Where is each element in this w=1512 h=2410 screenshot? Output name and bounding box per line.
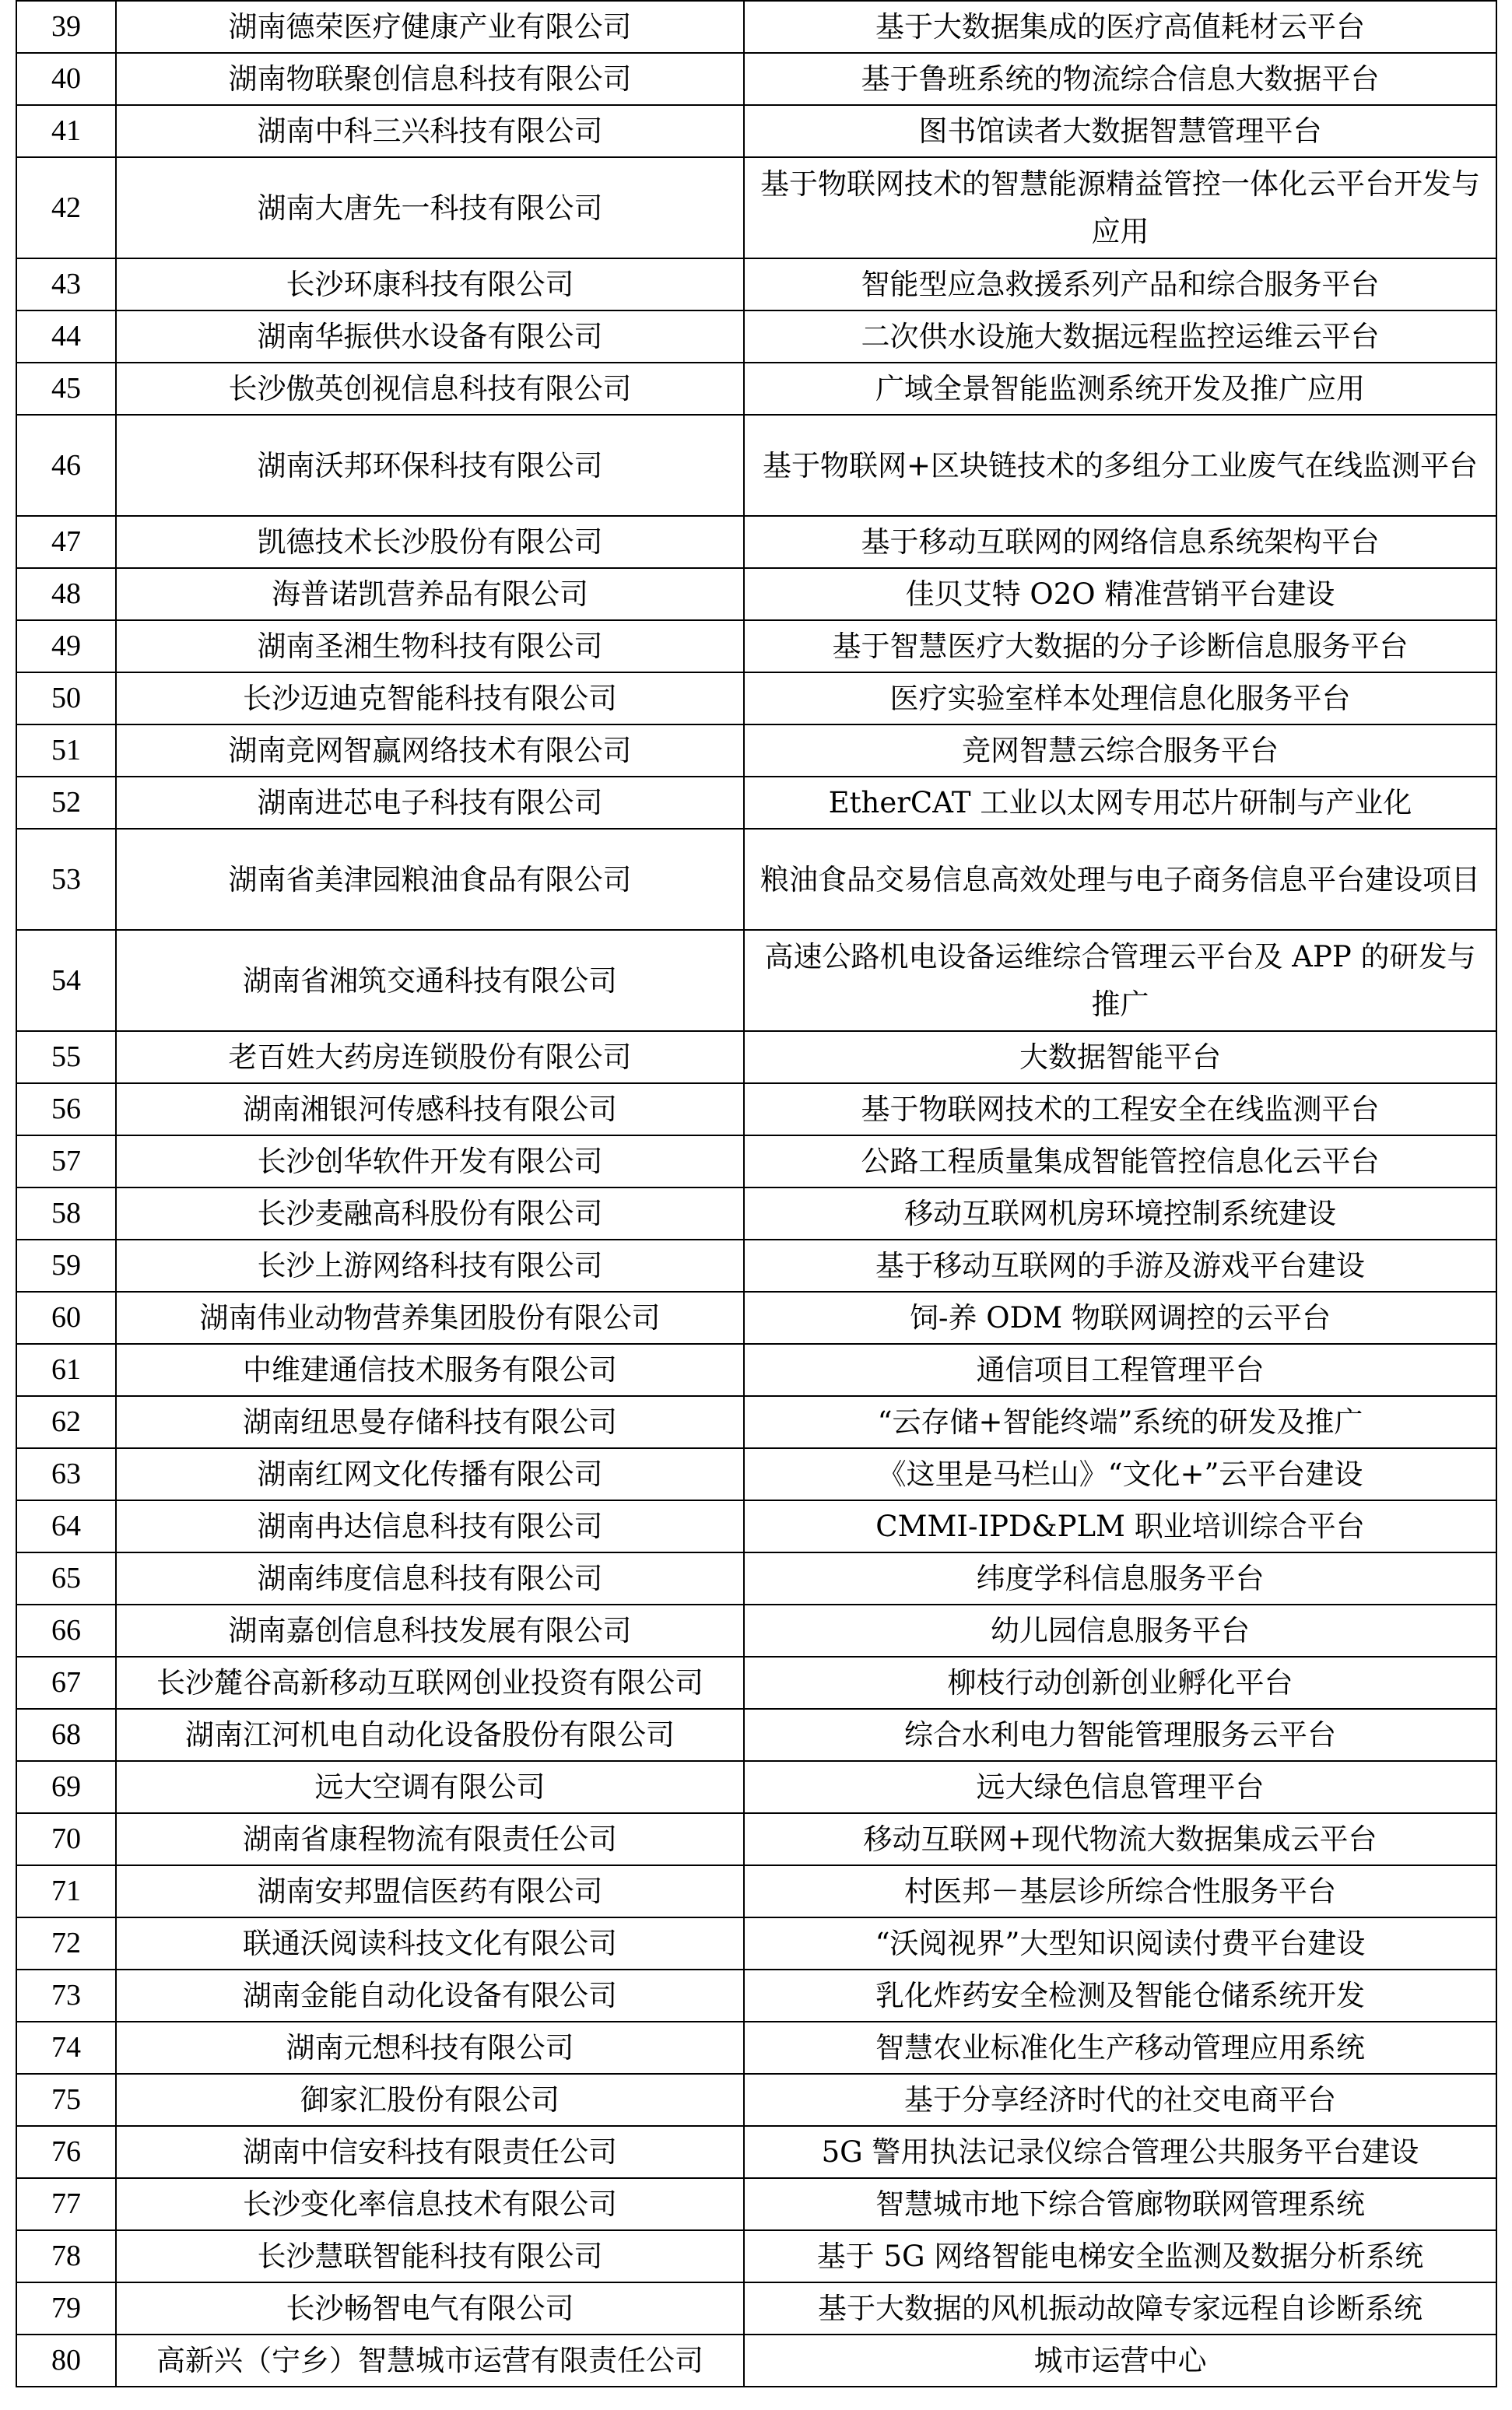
row-number-cell: 45 xyxy=(16,363,116,415)
row-number-cell: 64 xyxy=(16,1500,116,1552)
project-name-cell: “沃阅视界”大型知识阅读付费平台建设 xyxy=(744,1917,1496,1970)
table-row xyxy=(16,672,1496,724)
project-name-cell: 移动互联网机房环境控制系统建设 xyxy=(744,1187,1496,1240)
project-name-cell: 二次供水设施大数据远程监控运维云平台 xyxy=(744,310,1496,363)
project-name-cell: 基于物联网技术的智慧能源精益管控一体化云平台开发与应用 xyxy=(744,157,1496,258)
table-row xyxy=(16,2126,1496,2178)
table-row xyxy=(16,2022,1496,2074)
company-name-cell: 湖南中信安科技有限责任公司 xyxy=(116,2126,744,2178)
project-name-cell: 基于分享经济时代的社交电商平台 xyxy=(744,2074,1496,2126)
row-number-cell: 73 xyxy=(16,1970,116,2022)
row-number-cell: 65 xyxy=(16,1552,116,1605)
company-name-cell: 湖南沃邦环保科技有限公司 xyxy=(116,415,744,516)
table-row xyxy=(16,1917,1496,1970)
row-number-cell: 71 xyxy=(16,1865,116,1917)
row-number-cell: 59 xyxy=(16,1240,116,1292)
project-name-cell: 城市运营中心 xyxy=(744,2335,1496,2387)
row-number-cell: 53 xyxy=(16,829,116,930)
company-name-cell: 凯德技术长沙股份有限公司 xyxy=(116,516,744,568)
table-row xyxy=(16,620,1496,672)
row-number-cell: 44 xyxy=(16,310,116,363)
project-name-cell: 基于移动互联网的网络信息系统架构平台 xyxy=(744,516,1496,568)
table-row xyxy=(16,1605,1496,1657)
project-name-cell: 粮油食品交易信息高效处理与电子商务信息平台建设项目 xyxy=(744,829,1496,930)
project-name-cell: EtherCAT 工业以太网专用芯片研制与产业化 xyxy=(744,777,1496,829)
project-name-cell: “云存储+智能终端”系统的研发及推广 xyxy=(744,1396,1496,1448)
row-number-cell: 47 xyxy=(16,516,116,568)
company-name-cell: 湖南省美津园粮油食品有限公司 xyxy=(116,829,744,930)
company-name-cell: 湖南大唐先一科技有限公司 xyxy=(116,157,744,258)
row-number-cell: 79 xyxy=(16,2282,116,2335)
table-row xyxy=(16,1,1496,53)
table-row xyxy=(16,1031,1496,1083)
table-row xyxy=(16,1135,1496,1187)
project-name-cell: 图书馆读者大数据智慧管理平台 xyxy=(744,105,1496,157)
project-name-cell: 5G 警用执法记录仪综合管理公共服务平台建设 xyxy=(744,2126,1496,2178)
row-number-cell: 63 xyxy=(16,1448,116,1500)
company-name-cell: 湖南省湘筑交通科技有限公司 xyxy=(116,930,744,1031)
company-name-cell: 长沙迈迪克智能科技有限公司 xyxy=(116,672,744,724)
project-name-cell: 智慧城市地下综合管廊物联网管理系统 xyxy=(744,2178,1496,2230)
table-row xyxy=(16,2074,1496,2126)
company-name-cell: 长沙麓谷高新移动互联网创业投资有限公司 xyxy=(116,1657,744,1709)
company-name-cell: 湖南进芯电子科技有限公司 xyxy=(116,777,744,829)
table-row xyxy=(16,1240,1496,1292)
project-name-cell: 乳化炸药安全检测及智能仓储系统开发 xyxy=(744,1970,1496,2022)
table-row xyxy=(16,157,1496,258)
row-number-cell: 70 xyxy=(16,1813,116,1865)
company-name-cell: 湖南纽思曼存储科技有限公司 xyxy=(116,1396,744,1448)
project-name-cell: 基于大数据集成的医疗高值耗材云平台 xyxy=(744,1,1496,53)
company-name-cell: 湖南华振供水设备有限公司 xyxy=(116,310,744,363)
table-row xyxy=(16,1761,1496,1813)
table-row xyxy=(16,1709,1496,1761)
table-row xyxy=(16,1500,1496,1552)
project-name-cell: 大数据智能平台 xyxy=(744,1031,1496,1083)
row-number-cell: 74 xyxy=(16,2022,116,2074)
table-row xyxy=(16,568,1496,620)
row-number-cell: 80 xyxy=(16,2335,116,2387)
company-name-cell: 高新兴（宁乡）智慧城市运营有限责任公司 xyxy=(116,2335,744,2387)
table-row xyxy=(16,1448,1496,1500)
project-name-cell: 饲-养 ODM 物联网调控的云平台 xyxy=(744,1292,1496,1344)
company-name-cell: 湖南安邦盟信医药有限公司 xyxy=(116,1865,744,1917)
row-number-cell: 54 xyxy=(16,930,116,1031)
project-name-cell: 高速公路机电设备运维综合管理云平台及 APP 的研发与推广 xyxy=(744,930,1496,1031)
row-number-cell: 55 xyxy=(16,1031,116,1083)
project-name-cell: 基于鲁班系统的物流综合信息大数据平台 xyxy=(744,53,1496,105)
row-number-cell: 76 xyxy=(16,2126,116,2178)
company-name-cell: 湖南伟业动物营养集团股份有限公司 xyxy=(116,1292,744,1344)
row-number-cell: 40 xyxy=(16,53,116,105)
table-row xyxy=(16,930,1496,1031)
table-row xyxy=(16,258,1496,310)
company-name-cell: 中维建通信技术服务有限公司 xyxy=(116,1344,744,1396)
company-name-cell: 长沙环康科技有限公司 xyxy=(116,258,744,310)
table-row xyxy=(16,53,1496,105)
table-row xyxy=(16,2282,1496,2335)
row-number-cell: 56 xyxy=(16,1083,116,1135)
table-row xyxy=(16,1083,1496,1135)
row-number-cell: 67 xyxy=(16,1657,116,1709)
table-row xyxy=(16,415,1496,516)
project-name-cell: 柳枝行动创新创业孵化平台 xyxy=(744,1657,1496,1709)
company-name-cell: 湖南冉达信息科技有限公司 xyxy=(116,1500,744,1552)
company-name-cell: 长沙创华软件开发有限公司 xyxy=(116,1135,744,1187)
project-name-cell: 基于移动互联网的手游及游戏平台建设 xyxy=(744,1240,1496,1292)
company-name-cell: 长沙畅智电气有限公司 xyxy=(116,2282,744,2335)
company-name-cell: 湖南圣湘生物科技有限公司 xyxy=(116,620,744,672)
company-name-cell: 湖南红网文化传播有限公司 xyxy=(116,1448,744,1500)
company-name-cell: 湖南中科三兴科技有限公司 xyxy=(116,105,744,157)
row-number-cell: 39 xyxy=(16,1,116,53)
table-row xyxy=(16,1344,1496,1396)
row-number-cell: 42 xyxy=(16,157,116,258)
project-name-cell: 远大绿色信息管理平台 xyxy=(744,1761,1496,1813)
table-row xyxy=(16,310,1496,363)
company-name-cell: 海普诺凯营养品有限公司 xyxy=(116,568,744,620)
project-name-cell: 佳贝艾特 O2O 精准营销平台建设 xyxy=(744,568,1496,620)
company-name-cell: 湖南德荣医疗健康产业有限公司 xyxy=(116,1,744,53)
table-row xyxy=(16,1865,1496,1917)
project-name-cell: 综合水利电力智能管理服务云平台 xyxy=(744,1709,1496,1761)
row-number-cell: 43 xyxy=(16,258,116,310)
row-number-cell: 72 xyxy=(16,1917,116,1970)
project-name-cell: 基于 5G 网络智能电梯安全监测及数据分析系统 xyxy=(744,2230,1496,2282)
company-name-cell: 湖南湘银河传感科技有限公司 xyxy=(116,1083,744,1135)
table-row xyxy=(16,724,1496,777)
project-name-cell: 《这里是马栏山》“文化+”云平台建设 xyxy=(744,1448,1496,1500)
company-name-cell: 长沙上游网络科技有限公司 xyxy=(116,1240,744,1292)
row-number-cell: 60 xyxy=(16,1292,116,1344)
project-name-cell: 村医邦－基层诊所综合性服务平台 xyxy=(744,1865,1496,1917)
project-name-cell: 纬度学科信息服务平台 xyxy=(744,1552,1496,1605)
table-row xyxy=(16,105,1496,157)
table-row xyxy=(16,2230,1496,2282)
enterprise-project-table xyxy=(16,0,1497,2387)
company-name-cell: 长沙变化率信息技术有限公司 xyxy=(116,2178,744,2230)
project-name-cell: 智能型应急救援系列产品和综合服务平台 xyxy=(744,258,1496,310)
table-row xyxy=(16,1657,1496,1709)
company-name-cell: 湖南物联聚创信息科技有限公司 xyxy=(116,53,744,105)
company-name-cell: 湖南省康程物流有限责任公司 xyxy=(116,1813,744,1865)
row-number-cell: 50 xyxy=(16,672,116,724)
table-row xyxy=(16,829,1496,930)
company-name-cell: 联通沃阅读科技文化有限公司 xyxy=(116,1917,744,1970)
row-number-cell: 46 xyxy=(16,415,116,516)
company-name-cell: 湖南江河机电自动化设备股份有限公司 xyxy=(116,1709,744,1761)
row-number-cell: 49 xyxy=(16,620,116,672)
table-row xyxy=(16,516,1496,568)
table-row xyxy=(16,2335,1496,2387)
company-name-cell: 湖南金能自动化设备有限公司 xyxy=(116,1970,744,2022)
row-number-cell: 57 xyxy=(16,1135,116,1187)
project-name-cell: 公路工程质量集成智能管控信息化云平台 xyxy=(744,1135,1496,1187)
company-name-cell: 湖南元想科技有限公司 xyxy=(116,2022,744,2074)
company-name-cell: 湖南纬度信息科技有限公司 xyxy=(116,1552,744,1605)
row-number-cell: 48 xyxy=(16,568,116,620)
project-name-cell: CMMI-IPD&PLM 职业培训综合平台 xyxy=(744,1500,1496,1552)
table-row xyxy=(16,1970,1496,2022)
project-name-cell: 基于智慧医疗大数据的分子诊断信息服务平台 xyxy=(744,620,1496,672)
company-name-cell: 老百姓大药房连锁股份有限公司 xyxy=(116,1031,744,1083)
project-name-cell: 竞网智慧云综合服务平台 xyxy=(744,724,1496,777)
project-name-cell: 通信项目工程管理平台 xyxy=(744,1344,1496,1396)
company-name-cell: 御家汇股份有限公司 xyxy=(116,2074,744,2126)
row-number-cell: 58 xyxy=(16,1187,116,1240)
company-name-cell: 远大空调有限公司 xyxy=(116,1761,744,1813)
project-name-cell: 医疗实验室样本处理信息化服务平台 xyxy=(744,672,1496,724)
table-row xyxy=(16,1396,1496,1448)
row-number-cell: 68 xyxy=(16,1709,116,1761)
row-number-cell: 69 xyxy=(16,1761,116,1813)
row-number-cell: 52 xyxy=(16,777,116,829)
company-name-cell: 长沙慧联智能科技有限公司 xyxy=(116,2230,744,2282)
table-row xyxy=(16,1187,1496,1240)
table-row xyxy=(16,2178,1496,2230)
project-name-cell: 智慧农业标准化生产移动管理应用系统 xyxy=(744,2022,1496,2074)
table-row xyxy=(16,777,1496,829)
company-name-cell: 湖南竞网智赢网络技术有限公司 xyxy=(116,724,744,777)
table-row xyxy=(16,1292,1496,1344)
row-number-cell: 75 xyxy=(16,2074,116,2126)
company-name-cell: 湖南嘉创信息科技发展有限公司 xyxy=(116,1605,744,1657)
row-number-cell: 66 xyxy=(16,1605,116,1657)
row-number-cell: 61 xyxy=(16,1344,116,1396)
project-name-cell: 基于物联网+区块链技术的多组分工业废气在线监测平台 xyxy=(744,415,1496,516)
row-number-cell: 77 xyxy=(16,2178,116,2230)
project-name-cell: 基于大数据的风机振动故障专家远程自诊断系统 xyxy=(744,2282,1496,2335)
table-row xyxy=(16,363,1496,415)
company-name-cell: 长沙傲英创视信息科技有限公司 xyxy=(116,363,744,415)
project-name-cell: 基于物联网技术的工程安全在线监测平台 xyxy=(744,1083,1496,1135)
row-number-cell: 78 xyxy=(16,2230,116,2282)
company-name-cell: 长沙麦融高科股份有限公司 xyxy=(116,1187,744,1240)
table-row xyxy=(16,1552,1496,1605)
project-name-cell: 移动互联网+现代物流大数据集成云平台 xyxy=(744,1813,1496,1865)
row-number-cell: 62 xyxy=(16,1396,116,1448)
row-number-cell: 41 xyxy=(16,105,116,157)
table-body xyxy=(16,1,1496,2387)
project-name-cell: 广域全景智能监测系统开发及推广应用 xyxy=(744,363,1496,415)
table-row xyxy=(16,1813,1496,1865)
project-name-cell: 幼儿园信息服务平台 xyxy=(744,1605,1496,1657)
row-number-cell: 51 xyxy=(16,724,116,777)
